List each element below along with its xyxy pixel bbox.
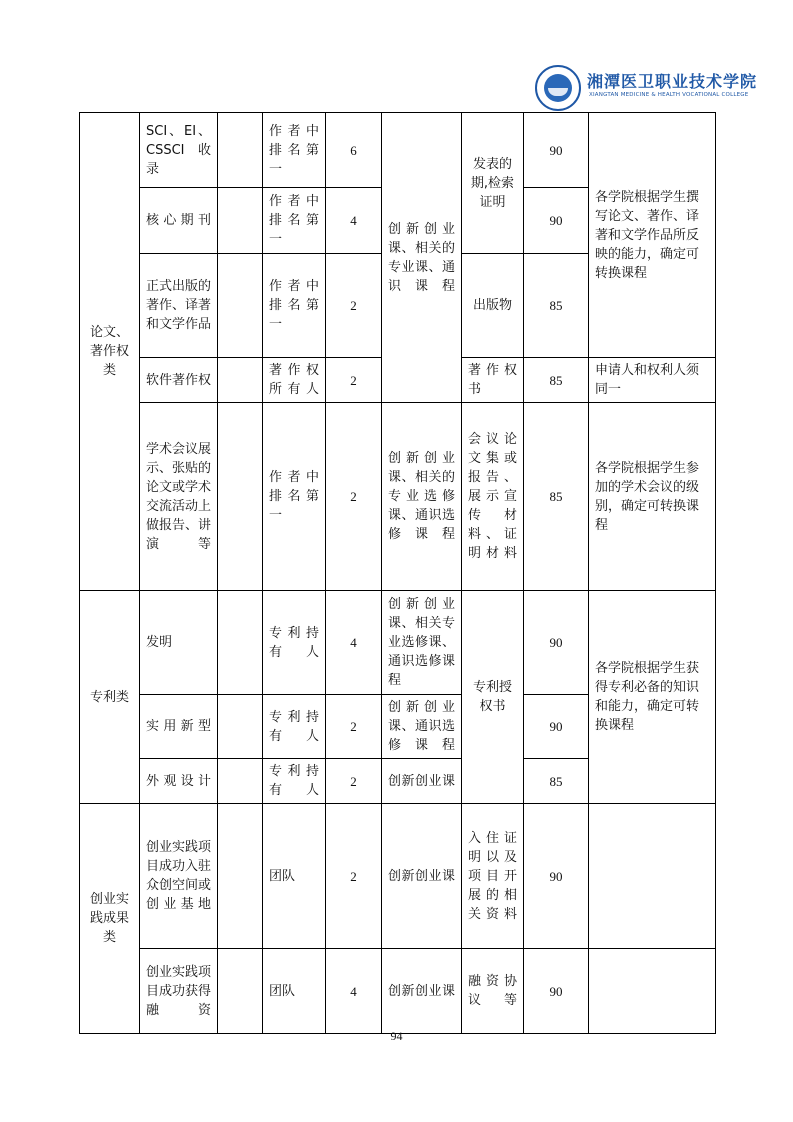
score-cell: 90 <box>524 591 589 695</box>
score-cell: 90 <box>524 804 589 949</box>
note-cell <box>589 804 716 949</box>
score-cell: 85 <box>524 358 589 403</box>
item-cell: 学术会议展示、张贴的论文或学术交流活动上做报告、讲演等 <box>140 403 218 591</box>
table-row <box>80 403 716 591</box>
note-cell: 各学院根据学生参加的学术会议的级别，确定可转换课程 <box>589 403 716 591</box>
note-cell: 各学院根据学生撰写论文、著作、译著和文学作品所反映的能力，确定可转换课程 <box>589 113 716 358</box>
blank-cell <box>218 403 263 591</box>
course-cell: 创新创业课、相关的专业课、通识课程 <box>382 113 462 403</box>
note-cell: 申请人和权利人须同一 <box>589 358 716 403</box>
score-cell: 85 <box>524 403 589 591</box>
score-cell: 85 <box>524 254 589 358</box>
proof-cell: 出版物 <box>462 254 524 358</box>
proof-cell: 融资协议等 <box>462 949 524 1034</box>
course-cell: 创新创业课、相关的专业选修课、通识选修课程 <box>382 403 462 591</box>
blank-cell <box>218 358 263 403</box>
proof-cell: 发表的期,检索证明 <box>462 113 524 254</box>
page-number: 94 <box>390 1029 403 1043</box>
role-cell: 专利持有人 <box>263 695 326 759</box>
item-cell: 正式出版的著作、译著和文学作品 <box>140 254 218 358</box>
proof-cell: 入住证明以及项目开展的相关资料 <box>462 804 524 949</box>
blank-cell <box>218 949 263 1034</box>
category-cell: 论文、著作权类 <box>80 113 140 591</box>
course-cell: 创新创业课 <box>382 804 462 949</box>
credit-cell: 4 <box>326 949 382 1034</box>
credit-cell: 2 <box>326 695 382 759</box>
blank-cell <box>218 113 263 188</box>
table-row <box>80 804 716 949</box>
table-row <box>80 113 716 188</box>
role-cell: 团队 <box>263 949 326 1034</box>
blank-cell <box>218 188 263 254</box>
role-cell: 作者中排名第一 <box>263 113 326 188</box>
role-cell: 专利持有人 <box>263 759 326 804</box>
blank-cell <box>218 254 263 358</box>
credit-cell: 6 <box>326 113 382 188</box>
role-cell: 专利持有人 <box>263 591 326 695</box>
item-cell: 实用新型 <box>140 695 218 759</box>
blank-cell <box>218 804 263 949</box>
blank-cell <box>218 695 263 759</box>
role-cell: 团队 <box>263 804 326 949</box>
credit-cell: 2 <box>326 254 382 358</box>
role-cell: 作者中排名第一 <box>263 254 326 358</box>
course-cell: 创新创业课、通识选修课程 <box>382 695 462 759</box>
table-row <box>80 949 716 1034</box>
credit-cell: 2 <box>326 759 382 804</box>
score-cell: 90 <box>524 695 589 759</box>
credit-cell: 4 <box>326 591 382 695</box>
note-cell <box>589 949 716 1034</box>
proof-cell: 会议论文集或报告、展示宣传材料、证明材料 <box>462 403 524 591</box>
score-cell: 90 <box>524 949 589 1034</box>
item-cell: 软件著作权 <box>140 358 218 403</box>
item-cell: 外观设计 <box>140 759 218 804</box>
table-row <box>80 591 716 695</box>
item-cell: 发明 <box>140 591 218 695</box>
college-name-cn: 湘潭医卫职业技术学院 <box>587 72 758 91</box>
score-cell: 85 <box>524 759 589 804</box>
credit-conversion-table <box>79 112 716 1034</box>
credit-cell: 2 <box>326 403 382 591</box>
course-cell: 创新创业课、相关专业选修课、通识选修课程 <box>382 591 462 695</box>
college-name-en: XIANGTAN MEDICINE & HEALTH VOCATIONAL COLLEGE <box>589 92 749 98</box>
proof-cell: 著作权书 <box>462 358 524 403</box>
credit-cell: 2 <box>326 358 382 403</box>
role-cell: 作者中排名第一 <box>263 403 326 591</box>
score-cell: 90 <box>524 113 589 188</box>
item-cell: 创业实践项目成功获得融资 <box>140 949 218 1034</box>
role-cell: 著作权所有人 <box>263 358 326 403</box>
college-logo <box>535 65 758 113</box>
credit-cell: 2 <box>326 804 382 949</box>
item-cell: SCI、EI、CSSCI 收录 <box>140 113 218 188</box>
score-cell: 90 <box>524 188 589 254</box>
item-cell: 核心期刊 <box>140 188 218 254</box>
proof-cell: 专利授权书 <box>462 591 524 804</box>
item-cell: 创业实践项目成功入驻众创空间或创业基地 <box>140 804 218 949</box>
course-cell: 创新创业课 <box>382 759 462 804</box>
note-cell: 各学院根据学生获得专利必备的知识和能力，确定可转换课程 <box>589 591 716 804</box>
blank-cell <box>218 591 263 695</box>
blank-cell <box>218 759 263 804</box>
college-seal-icon <box>535 65 581 111</box>
category-cell: 专利类 <box>80 591 140 804</box>
category-cell: 创业实践成果类 <box>80 804 140 1034</box>
role-cell: 作者中排名第一 <box>263 188 326 254</box>
course-cell: 创新创业课 <box>382 949 462 1034</box>
credit-cell: 4 <box>326 188 382 254</box>
